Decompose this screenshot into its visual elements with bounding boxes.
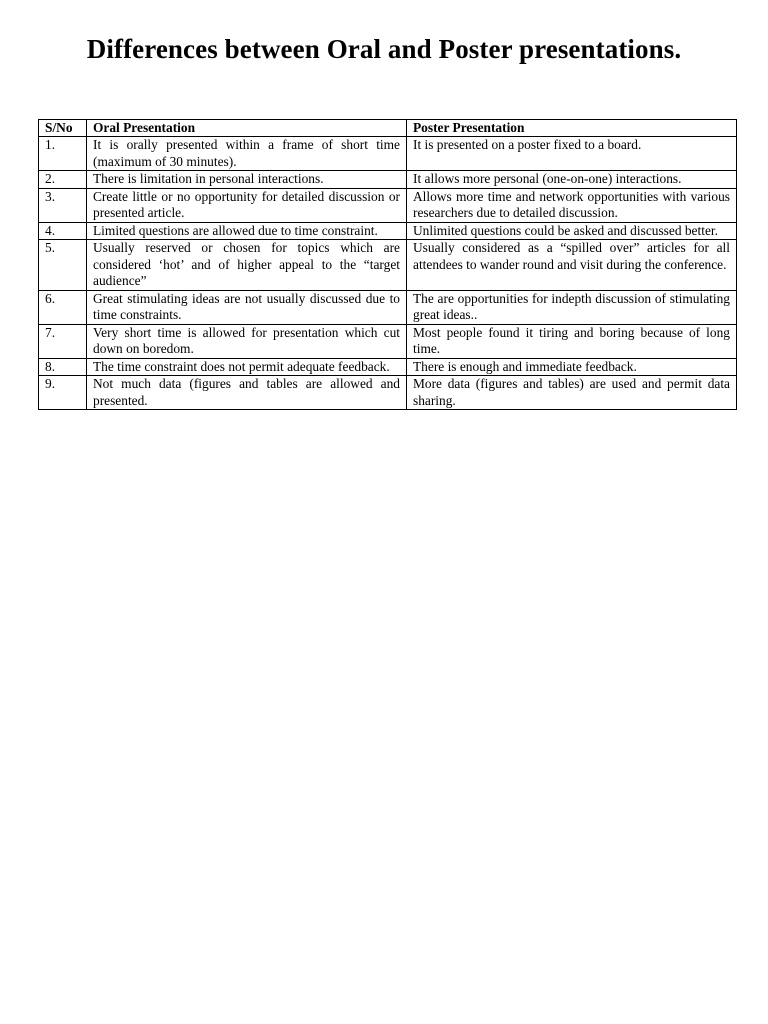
cell-sno: 1. [39, 137, 87, 171]
cell-oral: Great stimulating ideas are not usually discussed due to time constraints. [87, 290, 407, 324]
cell-sno: 7. [39, 324, 87, 358]
header-sno: S/No [39, 120, 87, 137]
cell-sno: 3. [39, 188, 87, 222]
table-row [39, 240, 737, 291]
cell-poster: More data (figures and tables) are used and permit data sharing. [407, 376, 737, 410]
cell-sno: 4. [39, 222, 87, 240]
table-row [39, 358, 737, 376]
table-row [39, 324, 737, 358]
cell-oral: Not much data (figures and tables are allowed and presented. [87, 376, 407, 410]
table-row [39, 376, 737, 410]
table-row [39, 171, 737, 189]
cell-oral: Create little or no opportunity for detailed discussion or presented article. [87, 188, 407, 222]
table-row [39, 290, 737, 324]
cell-oral: It is orally presented within a frame of short time (maximum of 30 minutes). [87, 137, 407, 171]
cell-poster: Allows more time and network opportunities with various researchers due to detailed discussion. [407, 188, 737, 222]
cell-poster: The are opportunities for indepth discussion of stimulating great ideas.. [407, 290, 737, 324]
cell-oral: The time constraint does not permit adequate feedback. [87, 358, 407, 376]
cell-sno: 9. [39, 376, 87, 410]
table-header-row [39, 120, 737, 137]
cell-poster: There is enough and immediate feedback. [407, 358, 737, 376]
table-row [39, 188, 737, 222]
comparison-table [38, 119, 737, 410]
cell-poster: It allows more personal (one-on-one) interactions. [407, 171, 737, 189]
cell-oral: Usually reserved or chosen for topics which are considered ‘hot’ and of higher appeal to the “target audience” [87, 240, 407, 291]
header-oral-presentation: Oral Presentation [87, 120, 407, 137]
cell-oral: Limited questions are allowed due to time constraint. [87, 222, 407, 240]
table-row [39, 137, 737, 171]
comparison-table-container [38, 119, 736, 410]
cell-poster: Usually considered as a “spilled over” articles for all attendees to wander round and visit during the conference. [407, 240, 737, 291]
cell-sno: 2. [39, 171, 87, 189]
cell-poster: Most people found it tiring and boring because of long time. [407, 324, 737, 358]
cell-oral: Very short time is allowed for presentation which cut down on boredom. [87, 324, 407, 358]
cell-poster: It is presented on a poster fixed to a board. [407, 137, 737, 171]
cell-sno: 8. [39, 358, 87, 376]
page-title: Differences between Oral and Poster presentations. [86, 34, 682, 64]
cell-sno: 5. [39, 240, 87, 291]
cell-sno: 6. [39, 290, 87, 324]
table-row [39, 222, 737, 240]
cell-poster: Unlimited questions could be asked and discussed better. [407, 222, 737, 240]
header-poster-presentation: Poster Presentation [407, 120, 737, 137]
cell-oral: There is limitation in personal interactions. [87, 171, 407, 189]
